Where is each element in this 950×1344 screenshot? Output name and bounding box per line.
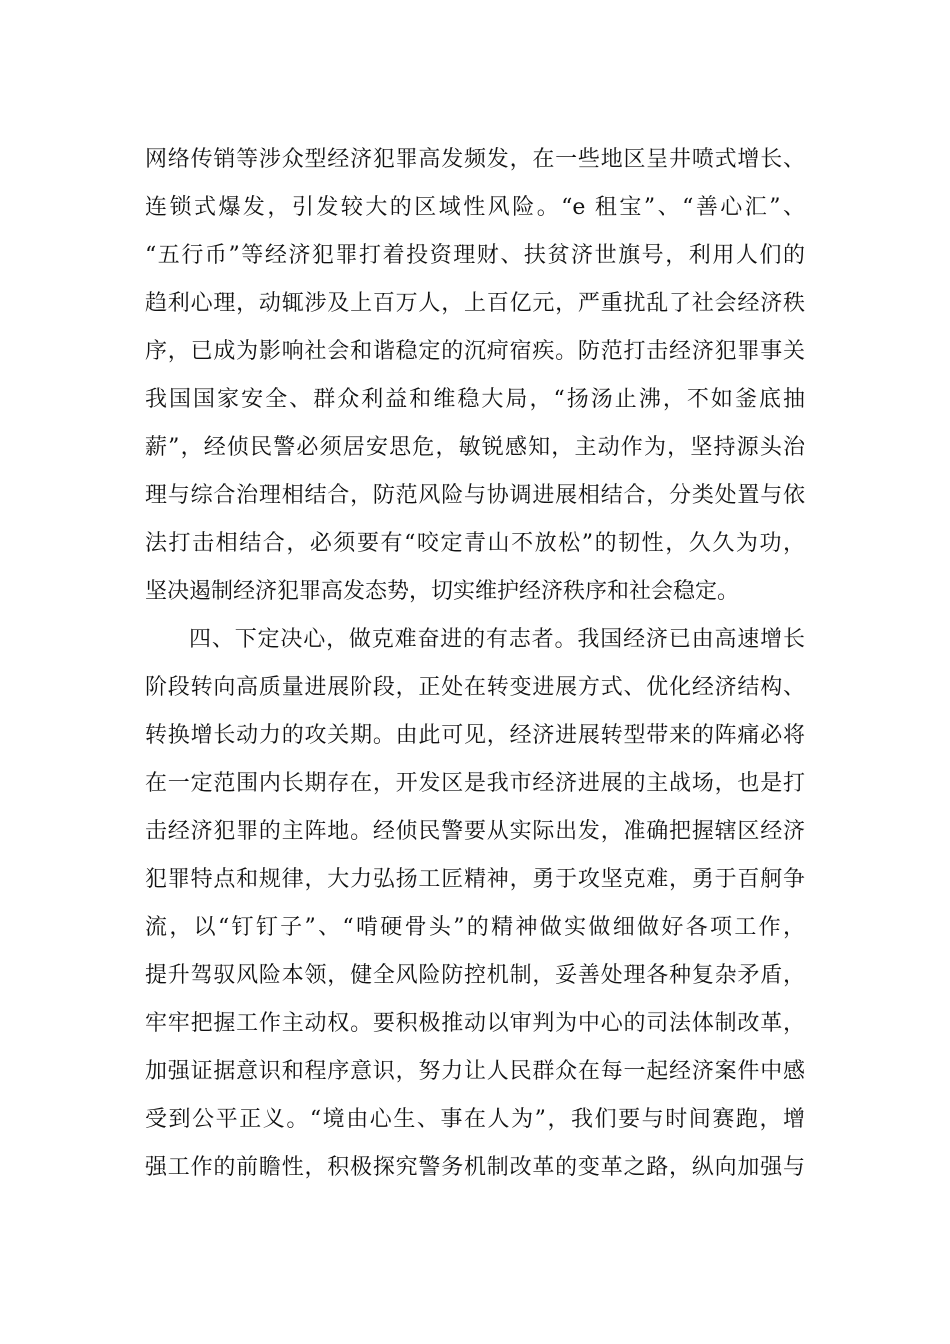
- text-line: 强工作的前瞻性，积极探究警务机制改革的变革之路，纵向加强与: [145, 1155, 805, 1180]
- text-line: 连锁式爆发，引发较大的区域性风险。“e 租宝”、“善心汇”、: [145, 195, 805, 220]
- text-line: 趋利心理，动辄涉及上百万人，上百亿元，严重扰乱了社会经济秩: [145, 291, 805, 316]
- text-line: 牢牢把握工作主动权。要积极推动以审判为中心的司法体制改革，: [145, 1011, 805, 1036]
- text-line: 网络传销等涉众型经济犯罪高发频发，在一些地区呈井喷式增长、: [145, 147, 805, 172]
- text-line: 在一定范围内长期存在，开发区是我市经济进展的主战场，也是打: [145, 771, 805, 796]
- text-line: 理与综合治理相结合，防范风险与协调进展相结合，分类处置与依: [145, 483, 805, 508]
- paragraph-start-line: 四、下定决心，做克难奋进的有志者。我国经济已由高速增长: [189, 627, 805, 652]
- text-line: 序，已成为影响社会和谐稳定的沉疴宿疾。防范打击经济犯罪事关: [145, 339, 805, 364]
- paragraph-end-line: 坚决遏制经济犯罪高发态势，切实维护经济秩序和社会稳定。: [145, 579, 740, 604]
- text-line: 我国国家安全、群众利益和维稳大局，“扬汤止沸，不如釜底抽: [145, 387, 805, 412]
- text-line: 提升驾驭风险本领，健全风险防控机制，妥善处理各种复杂矛盾，: [145, 963, 805, 988]
- text-line: 加强证据意识和程序意识，努力让人民群众在每一起经济案件中感: [145, 1059, 805, 1084]
- text-line: 阶段转向高质量进展阶段，正处在转变进展方式、优化经济结构、: [145, 675, 805, 700]
- text-line: 犯罪特点和规律，大力弘扬工匠精神，勇于攻坚克难，勇于百舸争: [145, 867, 805, 892]
- text-line: “五行币”等经济犯罪打着投资理财、扶贫济世旗号，利用人们的: [145, 243, 805, 268]
- text-line: 法打击相结合，必须要有“咬定青山不放松”的韧性，久久为功，: [145, 531, 805, 556]
- text-line: 薪”，经侦民警必须居安思危，敏锐感知，主动作为，坚持源头治: [145, 435, 805, 460]
- text-line: 流，以“钉钉子”、“啃硬骨头”的精神做实做细做好各项工作，: [145, 915, 805, 940]
- body-text: [145, 136, 805, 1192]
- text-line: 受到公平正义。“境由心生、事在人为”，我们要与时间赛跑，增: [145, 1107, 805, 1132]
- text-line: 击经济犯罪的主阵地。经侦民警要从实际出发，准确把握辖区经济: [145, 819, 805, 844]
- text-line: 转换增长动力的攻关期。由此可见，经济进展转型带来的阵痛必将: [145, 723, 805, 748]
